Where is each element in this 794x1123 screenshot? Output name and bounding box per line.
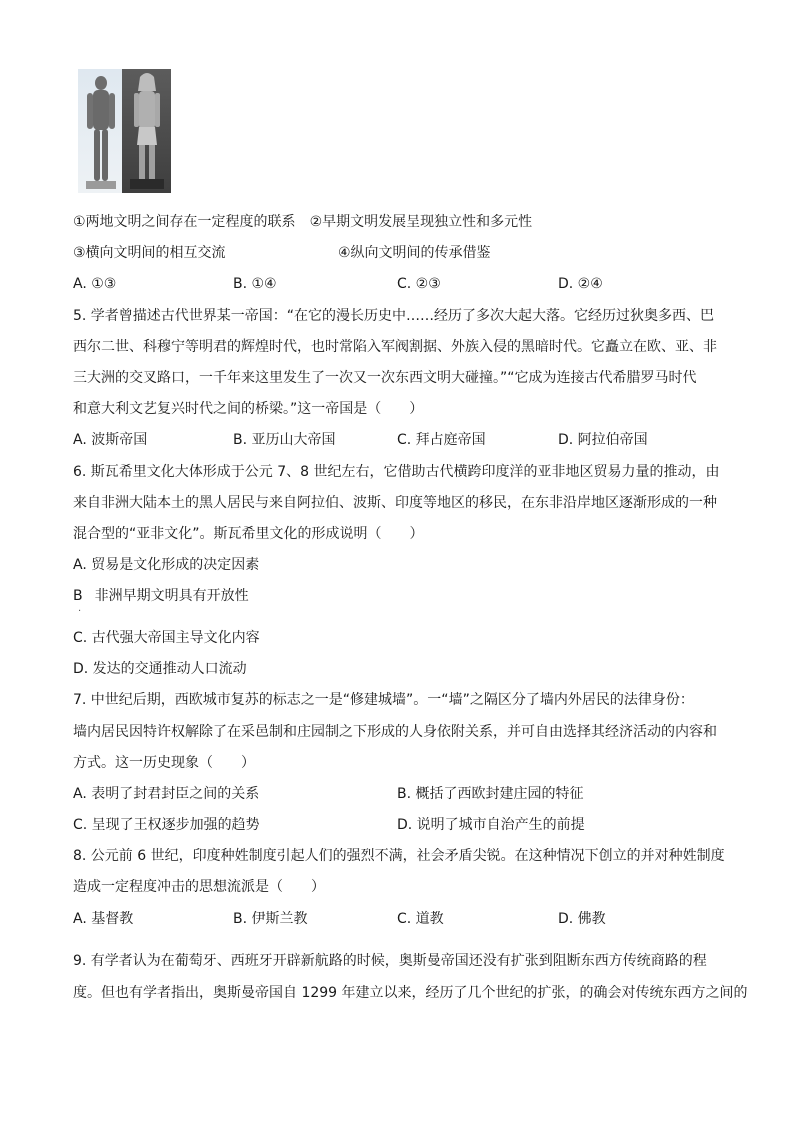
q6-option-d[interactable]: D. 发达的交通推动人口流动 — [73, 661, 247, 677]
q5-option-d[interactable]: D. 阿拉伯帝国 — [558, 432, 648, 448]
egyptian-statue-image — [122, 69, 171, 193]
q7-line-1: 7. 中世纪后期，西欧城市复苏的标志之一是“修建城墙”。一“墙”之隔区分了墙内外居民的法律身份： — [73, 692, 694, 708]
statement-2: ②早期文明发展呈现独立性和多元性 — [309, 214, 533, 230]
q5-line-2: 西尔二世、科穆宁等明君的辉煌时代，也时常陷入军阀割据、外族入侵的黑暗时代。它矗立在欧、亚、非 — [73, 339, 717, 355]
q6-option-b[interactable] — [73, 586, 249, 606]
q6-line-2: 来自非洲大陆本土的黑人居民与来自阿拉伯、波斯、印度等地区的移民，在东非沿岸地区逐渐形成的一种 — [73, 495, 717, 511]
q7-line-2: 墙内居民因特许权解除了在采邑制和庄园制之下形成的人身依附关系，并可自由选择其经济活动的内容和 — [73, 724, 717, 740]
q5-line-4: 和意大利文艺复兴时代之间的桥梁。”这一帝国是（ ） — [73, 401, 424, 417]
q5-option-b[interactable]: B. 亚历山大帝国 — [233, 432, 336, 448]
q9-line-1: 9. 有学者认为在葡萄牙、西班牙开辟新航路的时候，奥斯曼帝国还没有扩张到阻断东西方传统商路的程 — [73, 953, 707, 969]
q8-option-c[interactable]: C. 道教 — [397, 911, 444, 927]
q5-option-c[interactable]: C. 拜占庭帝国 — [397, 432, 486, 448]
q6-line-3: 混合型的“亚非文化”。斯瓦希里文化的形成说明（ ） — [73, 526, 424, 542]
q9-line-2: 度。但也有学者指出，奥斯曼帝国自 1299 年建立以来，经历了几个世纪的扩张，的确会对传统东西方之间的 — [73, 985, 748, 1001]
q5-option-a[interactable]: A. 波斯帝国 — [73, 432, 148, 448]
q8-option-d[interactable]: D. 佛教 — [558, 911, 606, 927]
q6-option-a[interactable]: A. 贸易是文化形成的决定因素 — [73, 557, 260, 573]
q4-option-c[interactable]: C. ②③ — [397, 276, 441, 292]
q7-option-d[interactable]: D. 说明了城市自治产生的前提 — [397, 817, 585, 833]
q5-line-1: 5. 学者曾描述古代世界某一帝国：“在它的漫长历史中……经历了多次大起大落。它经历过狄奥多西、巴 — [73, 308, 715, 324]
q7-option-c[interactable]: C. 呈现了王权逐步加强的趋势 — [73, 817, 260, 833]
q6-option-b-letter: B — [73, 588, 83, 604]
q6-option-b-dot: . — [78, 603, 82, 614]
q4-option-b[interactable]: B. ①④ — [233, 276, 277, 292]
statement-4: ④纵向文明间的传承借鉴 — [338, 245, 491, 261]
q4-option-d[interactable]: D. ②④ — [558, 276, 603, 292]
q7-option-a[interactable]: A. 表明了封君封臣之间的关系 — [73, 786, 260, 802]
q5-line-3: 三大洲的交叉路口，一千年来这里发生了一次又一次东西文明大碰撞。”“它成为连接古代希腊罗马时代 — [73, 370, 697, 386]
q4-option-a[interactable]: A. ①③ — [73, 276, 117, 292]
q6-option-c[interactable]: C. 古代强大帝国主导文化内容 — [73, 630, 260, 646]
q8-option-b[interactable]: B. 伊斯兰教 — [233, 911, 308, 927]
q8-line-2: 造成一定程度冲击的思想流派是（ ） — [73, 879, 325, 895]
q8-option-a[interactable]: A. 基督教 — [73, 911, 134, 927]
q8-line-1: 8. 公元前 6 世纪，印度种姓制度引起人们的强烈不满，社会矛盾尖锐。在这种情况下创立的并对种姓制度 — [73, 848, 725, 864]
q7-line-3: 方式。这一历史现象（ ） — [73, 755, 255, 771]
q7-option-b[interactable]: B. 概括了西欧封建庄园的特征 — [397, 786, 584, 802]
statement-1: ①两地文明之间存在一定程度的联系 — [73, 214, 296, 230]
q6-line-1: 6. 斯瓦希里文化大体形成于公元 7、8 世纪左右，它借助古代横跨印度洋的亚非地区贸易力量的推动，由 — [73, 464, 720, 480]
q6-option-b-text: 非洲早期文明具有开放性 — [94, 588, 249, 604]
statement-row-1-2 — [73, 212, 532, 232]
statement-3: ③横向文明间的相互交流 — [73, 245, 226, 261]
statue-comparison-image — [78, 69, 171, 193]
greek-kouros-statue-image — [78, 69, 122, 193]
